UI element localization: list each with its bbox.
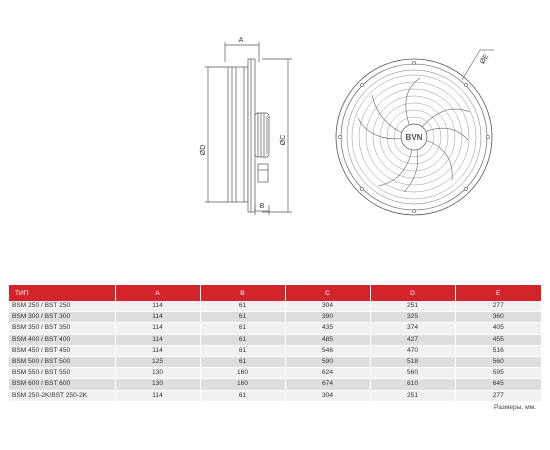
table-cell: 546 bbox=[285, 345, 370, 356]
table-cell: 61 bbox=[200, 356, 285, 367]
table-cell: 595 bbox=[455, 368, 541, 379]
table-cell: 114 bbox=[115, 312, 200, 323]
table-cell: BSM 350 / BST 350 bbox=[9, 323, 115, 334]
table-header-row bbox=[9, 285, 541, 301]
table-cell: 277 bbox=[455, 301, 541, 312]
table-cell: 251 bbox=[370, 390, 455, 401]
table-cell: 130 bbox=[115, 368, 200, 379]
table-cell: 560 bbox=[370, 368, 455, 379]
table-cell: 674 bbox=[285, 379, 370, 390]
table-cell: 160 bbox=[200, 368, 285, 379]
brand-logo: BVN bbox=[405, 133, 423, 142]
table-cell: 114 bbox=[115, 301, 200, 312]
table-cell: 374 bbox=[370, 323, 455, 334]
table-cell: 61 bbox=[200, 312, 285, 323]
table-row bbox=[9, 356, 541, 367]
table-cell: 624 bbox=[285, 368, 370, 379]
table-cell: 390 bbox=[285, 312, 370, 323]
table-cell: BSM 600 / BST 600 bbox=[9, 379, 115, 390]
table-cell: 455 bbox=[455, 334, 541, 345]
table-row bbox=[9, 379, 541, 390]
table-cell: 304 bbox=[285, 390, 370, 401]
units-note: Размеры, мм. bbox=[494, 404, 536, 411]
column-header: A bbox=[115, 285, 200, 301]
table-cell: 590 bbox=[285, 356, 370, 367]
table-row bbox=[9, 301, 541, 312]
column-header: D bbox=[370, 285, 455, 301]
table-cell: 516 bbox=[455, 345, 541, 356]
table-cell: BSM 450 / BST 450 bbox=[9, 345, 115, 356]
table-cell: 61 bbox=[200, 334, 285, 345]
table-cell: 610 bbox=[370, 379, 455, 390]
table-cell: BSM 550 / BST 550 bbox=[9, 368, 115, 379]
column-header: E bbox=[455, 285, 541, 301]
dim-d-label: ØD bbox=[200, 144, 207, 156]
table-cell: 130 bbox=[115, 379, 200, 390]
table-cell: 114 bbox=[115, 334, 200, 345]
dim-c-label: ØC bbox=[280, 134, 287, 146]
table-cell: 405 bbox=[455, 323, 541, 334]
table-cell: 277 bbox=[455, 390, 541, 401]
dim-e-label: ØE bbox=[479, 53, 491, 66]
table-cell: 560 bbox=[455, 356, 541, 367]
table-cell: 645 bbox=[455, 379, 541, 390]
table-cell: BSM 300 / BST 300 bbox=[9, 312, 115, 323]
dim-b-label: B bbox=[259, 203, 265, 210]
table-cell: 114 bbox=[115, 323, 200, 334]
dimensions-table bbox=[9, 285, 541, 402]
column-header: C bbox=[285, 285, 370, 301]
table-cell: 435 bbox=[285, 323, 370, 334]
table-cell: 114 bbox=[115, 345, 200, 356]
column-header: B bbox=[200, 285, 285, 301]
table-cell: 304 bbox=[285, 301, 370, 312]
table-cell: 485 bbox=[285, 334, 370, 345]
table-cell: 251 bbox=[370, 301, 455, 312]
table-cell: 427 bbox=[370, 334, 455, 345]
dim-a-label: A bbox=[238, 37, 244, 44]
table-cell: 518 bbox=[370, 356, 455, 367]
fan-side-view bbox=[205, 42, 292, 215]
column-header: ТИП bbox=[9, 285, 115, 301]
table-cell: BSM 500 / BST 500 bbox=[9, 356, 115, 367]
table-cell: BSM 250 / BST 250 bbox=[9, 301, 115, 312]
table-row bbox=[9, 334, 541, 345]
table-cell: 325 bbox=[370, 312, 455, 323]
table-row bbox=[9, 323, 541, 334]
table-cell: 160 bbox=[200, 379, 285, 390]
table-cell: 61 bbox=[200, 390, 285, 401]
table-cell: 470 bbox=[370, 345, 455, 356]
table-row bbox=[9, 390, 541, 401]
table-cell: 61 bbox=[200, 301, 285, 312]
table-cell: BSM 400 / BST 400 bbox=[9, 334, 115, 345]
table-cell: 114 bbox=[115, 390, 200, 401]
table-row bbox=[9, 345, 541, 356]
table-cell: BSM 250-2K/BST 250-2K bbox=[9, 390, 115, 401]
table-row bbox=[9, 312, 541, 323]
table-cell: 61 bbox=[200, 323, 285, 334]
table-row bbox=[9, 368, 541, 379]
table-cell: 125 bbox=[115, 356, 200, 367]
table-cell: 61 bbox=[200, 345, 285, 356]
table-cell: 360 bbox=[455, 312, 541, 323]
